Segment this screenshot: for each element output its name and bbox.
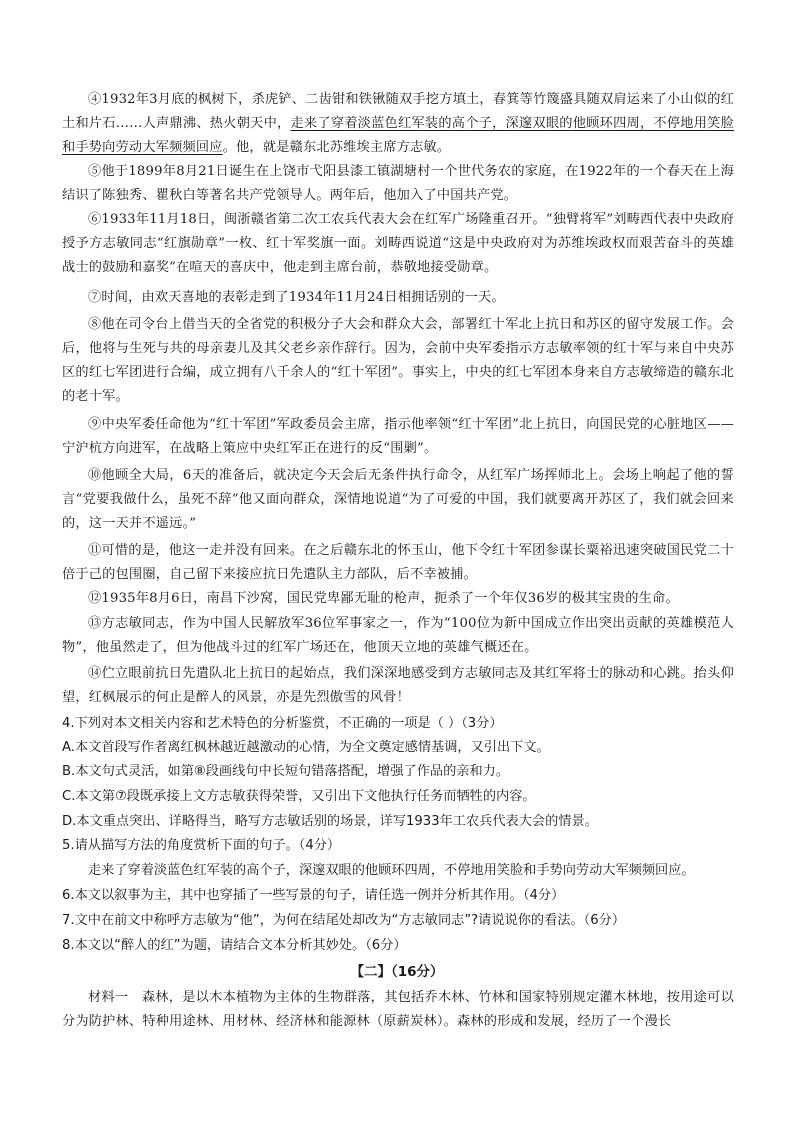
paragraph-4-text: ④1932年3月底的枫树下，杀虎铲、二齿钳和铁锹随双手挖方填土，春箕等竹篾盛具随双肩运来了小山似的红土和片石……人声鼎沸、热火朝天中， [62, 92, 734, 131]
paragraph-8: ⑧他在司令台上借当天的全省党的积极分子大会和群众大会，部署红十军北上抗日和苏区的留守发展工作。会后，他将与生死与共的母亲妻儿及其父老乡亲作辞行。因为，会前中央军委指示方志敏率领的红十军与来自中央苏区的红七军团进行合编，成立拥有八千余人的“红十军团”。事实上，中央的红七军团本身来自方志敏缔造的赣东北的老十军。 [62, 317, 734, 404]
material-1: 材料一 森林，是以木本植物为主体的生物群落，其包括乔木林、竹林和国家特别规定灌木林地，按用途可以分为防护林、特种用途林、用材林、经济林和能源林（原薪炭林）。森林的形成和发展，经历了一个漫长 [62, 990, 734, 1029]
question-8: 8.本文以“醉人的红”为题，请结合文本分析其妙处。（6分） [62, 938, 407, 953]
section-heading: 【二】（16分） [350, 964, 444, 980]
paragraph-10: ⑩他顾全大局，6天的准备后，就决定今天会后无条件执行命令，从红军广场挥师北上。会场上响起了他的誓言“党要我做什么，虽死不辞”他又面向群众，深情地说道“为了可爱的中国，我们就要离开苏区了，我们就会回来的，这一天并不遥远。” [62, 468, 734, 531]
paragraph-9: ⑨中央军委任命他为“红十军团”军政委员会主席，指示他率领“红十军团”北上抗日，向国民党的心脏地区——宁沪杭方向进军，在战略上策应中央红军正在进行的反“围剿”。 [62, 417, 734, 456]
question-4-option-c: C.本文第⑦段既承接上文方志敏获得荣誉，又引出下文他执行任务而牺牲的内容。 [62, 789, 536, 804]
question-4-option-b: B.本文句式灵活，如第⑧段画线句中长短句错落搭配，增强了作品的亲和力。 [62, 764, 510, 779]
underlined-sentence: 走来了穿着淡蓝色红军装的高个子，深邃双眼的他顾环四周，不停地用笑脸和手势向劳动大军频频回应 [62, 116, 734, 155]
question-7: 7.文中在前文中称呼方志敏为“他”，为何在结尾处却改为“方志敏同志”?请说说你的看法。（6分） [62, 913, 626, 928]
paragraph-12: ⑫1935年8月6日，南昌下沙窝，国民党卑鄙无耻的枪声，扼杀了一个年仅36岁的极其宝贵的生命。 [88, 591, 679, 606]
question-5: 5.请从描写方法的角度赏析下面的句子。（4分） [62, 838, 341, 853]
paragraph-14: ⑭伫立眼前抗日先遣队北上抗日的起始点，我们深深地感受到方志敏同志及其红军将士的脉动和心跳。抬头仰望，红枫展示的何止是醉人的风景，亦是先烈傲雪的风骨！ [62, 666, 734, 705]
question-4-option-a: A.本文首段写作者离红枫林越近越激动的心情，为全文奠定感情基调，又引出下文。 [62, 740, 550, 755]
paragraph-7: ⑦时间，由欢天喜地的表彰走到了1934年11月24日相拥话别的一天。 [88, 290, 505, 305]
question-4: 4.下列对本文相关内容和艺术特色的分析鉴赏，不正确的一项是（ ）（3分） [62, 716, 503, 731]
paragraph-4-ending: 。他，就是赣东北苏维埃主席方志敏。 [222, 140, 451, 155]
paragraph-5: ⑤他于1899年8月21日诞生在上饶市弋阳县漆工镇湖塘村一个世代务农的家庭，在1922年的一个春天在上海结识了陈独秀、瞿秋白等著名共产党领导人。两年后，他加入了中国共产党。 [62, 164, 734, 203]
question-4-option-d: D.本文重点突出、详略得当，略写方志敏话别的场景，详写1933年工农兵代表大会的情景。 [62, 814, 598, 829]
paragraph-4 [62, 88, 734, 160]
paragraph-6: ⑥1933年11月18日，闽浙赣省第二次工农兵代表大会在红军广场隆重召开。“独臂将军”刘畴西代表中央政府授予方志敏同志“红旗勋章”一枚、红十军奖旗一面。刘畴西说道“这是中央政府对为苏维埃政权而艰苦奋斗的英雄战士的鼓励和嘉奖”在喧天的喜庆中，他走到主席台前，恭敬地接受勋章。 [62, 212, 734, 275]
paragraph-11: ⑪可惜的是，他这一走并没有回来。在之后赣东北的怀玉山，他下令红十军团参谋长粟裕迅速突破国民党二十倍于己的包围圈，自己留下来接应抗日先遣队主力部队，后不幸被捕。 [62, 543, 734, 582]
paragraph-13: ⑬方志敏同志，作为中国人民解放军36位军事家之一，作为“100位为新中国成立作出突出贡献的英雄模范人物”，他虽然走了，但为他战斗过的红军广场还在，他顶天立地的英雄气概还在。 [62, 616, 734, 655]
question-6: 6.本文以叙事为主，其中也穿插了一些写景的句子，请任选一例并分析其作用。（4分） [62, 888, 565, 903]
question-5-quote: 走来了穿着淡蓝色红军装的高个子，深邃双眼的他顾环四周，不停地用笑脸和手势向劳动大军频频回应。 [88, 863, 695, 878]
